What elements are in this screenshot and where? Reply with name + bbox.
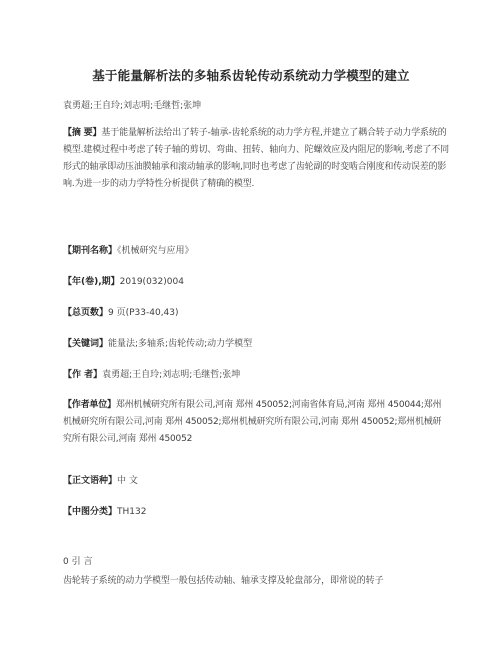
field-label: 【关键词】 [63, 339, 109, 349]
abstract-label: 【摘 要】 [63, 128, 102, 138]
field-label: 【总页数】 [63, 308, 109, 318]
affiliation-text: 郑州机械研究所有限公司,河南 郑州 450052;河南省体育局,河南 郑州 450044;郑州机械研究所有限公司,河南 郑州 450052;郑州机械研究所有限公司,河南 郑州 450052;郑州机械研究所有限公司,河南 郑州 450052 [63, 400, 442, 444]
field-classification [63, 504, 146, 517]
field-value: 中 文 [117, 476, 138, 486]
field-value: 能量法;多轴系;齿轮传动;动力学模型 [108, 339, 253, 349]
body-paragraph: 齿轮转子系统的动力学模型一般包括传动轴、轴承支撑及轮盘部分，即常说的转子 [63, 576, 384, 586]
field-affiliation [63, 397, 449, 448]
field-year-volume [63, 274, 184, 287]
field-pages [63, 305, 179, 318]
field-value: 袁勇超;王自玲;刘志明;毛继哲;张坤 [102, 370, 241, 380]
field-value: TH132 [117, 507, 147, 517]
abstract [63, 125, 449, 193]
field-label: 【年(卷),期】 [63, 277, 120, 287]
section-heading: 0 引 言 [63, 557, 93, 567]
abstract-text: 基于能量解析法给出了转子-轴承-齿轮系统的动力学方程,并建立了耦合转子动力学系统的模型.建模过程中考虑了转子轴的剪切、弯曲、扭转、轴向力、陀螺效应及内阻尼的影响,考虑了不同形式的轴承即动压油膜轴承和滚动轴承的影响,同时也考虑了齿轮副的时变啮合刚度和传动误差的影响.为进一步的动力学特性分析提供了精确的模型. [63, 128, 449, 189]
field-label: 【中图分类】 [63, 507, 118, 517]
field-value: 《机械研究与应用》 [117, 246, 194, 256]
field-keywords [63, 336, 252, 349]
field-value: 2019(032)004 [119, 277, 184, 287]
field-language [63, 473, 138, 486]
field-authors [63, 367, 240, 380]
author-line: 袁勇超;王自玲;刘志明;毛继哲;张坤 [63, 101, 202, 111]
field-label: 【期刊名称】 [63, 246, 118, 256]
field-journal [63, 243, 194, 256]
affiliation-label: 【作者单位】 [63, 400, 116, 410]
paper-title: 基于能量解析法的多轴系齿轮传动系统动力学模型的建立 [92, 68, 410, 83]
field-value: 9 页(P33-40,43) [108, 308, 179, 318]
field-label: 【作 者】 [63, 370, 103, 380]
field-label: 【正文语种】 [63, 476, 118, 486]
